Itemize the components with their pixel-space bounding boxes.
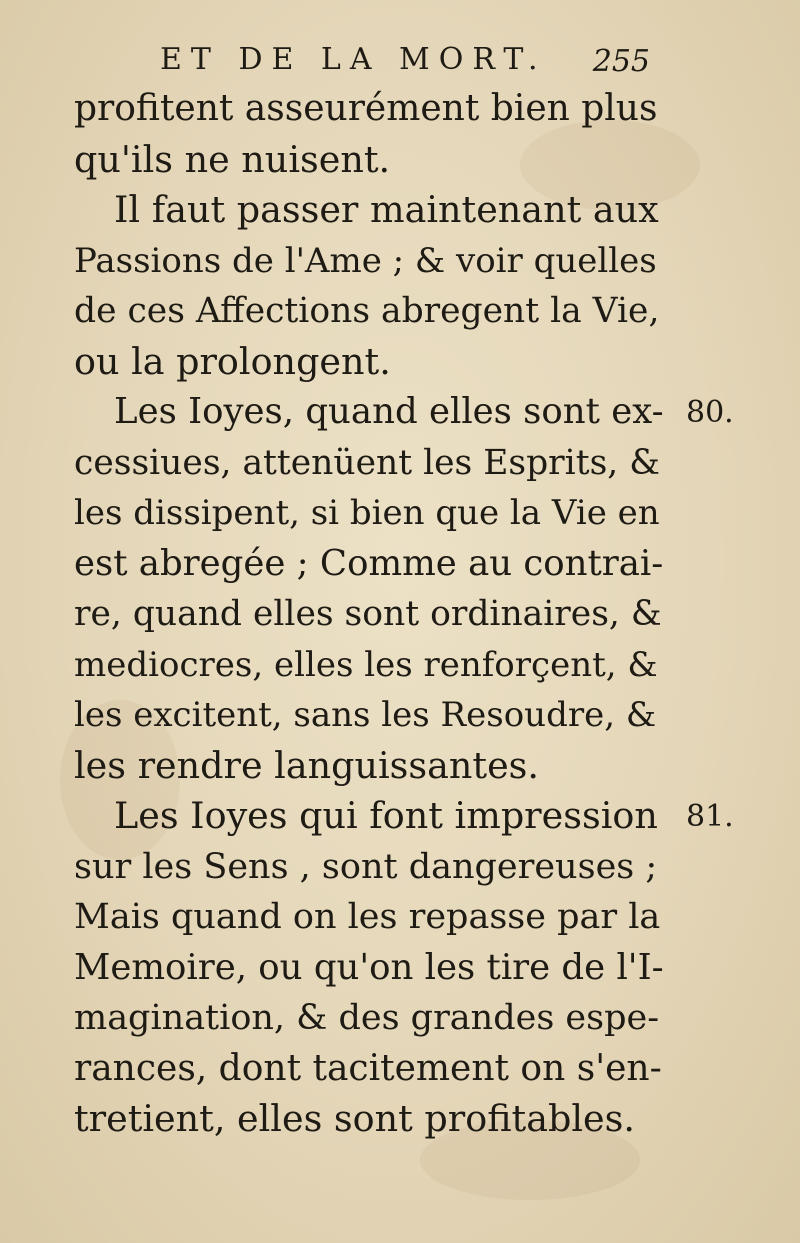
- text-line: profitent asseurément bien plus: [74, 88, 658, 129]
- text-line: ou la prolongent.: [74, 339, 391, 383]
- text-line: mediocres, elles les renforçent, &: [74, 644, 658, 685]
- text-line: Les Ioyes qui font impression: [114, 794, 658, 837]
- text-line: cessiues, attenüent les Esprits, &: [74, 442, 660, 483]
- text-line: Memoire, ou qu'on les tire de l'I-: [74, 946, 664, 988]
- text-line: magination, & des grandes espe-: [74, 998, 660, 1038]
- text-line: de ces Affections abregent la Vie,: [74, 291, 660, 331]
- text-line: Passions de l'Ame ; & voir quelles: [74, 240, 657, 281]
- text-line: qu'ils ne nuisent.: [74, 137, 391, 181]
- text-line: les excitent, sans les Resoudre, &: [74, 695, 657, 735]
- text-line: les dissipent, si bien que la Vie en: [74, 493, 660, 533]
- text-line: rances, dont tacitement on s'en-: [74, 1047, 662, 1089]
- body-text: [74, 84, 664, 1145]
- text-line: sur les Sens , sont dangereuses ;: [74, 846, 658, 887]
- text-line: Mais quand on les repasse par la: [74, 897, 661, 937]
- running-head: ET DE LA MORT.: [160, 42, 547, 77]
- margin-note: 81.: [686, 799, 734, 834]
- text-line: Il faut passer maintenant aux: [114, 188, 659, 231]
- text-line: les rendre languissantes.: [74, 743, 540, 787]
- margin-note: 80.: [686, 395, 734, 430]
- text-line: Les Ioyes, quand elles sont ex-: [114, 391, 664, 432]
- page-number: 255: [592, 44, 650, 79]
- text-line: tretient, elles sont profitables.: [74, 1097, 635, 1140]
- text-line: re, quand elles sont ordinaires, &: [74, 594, 662, 634]
- text-line: est abregée ; Comme au contrai-: [74, 542, 664, 584]
